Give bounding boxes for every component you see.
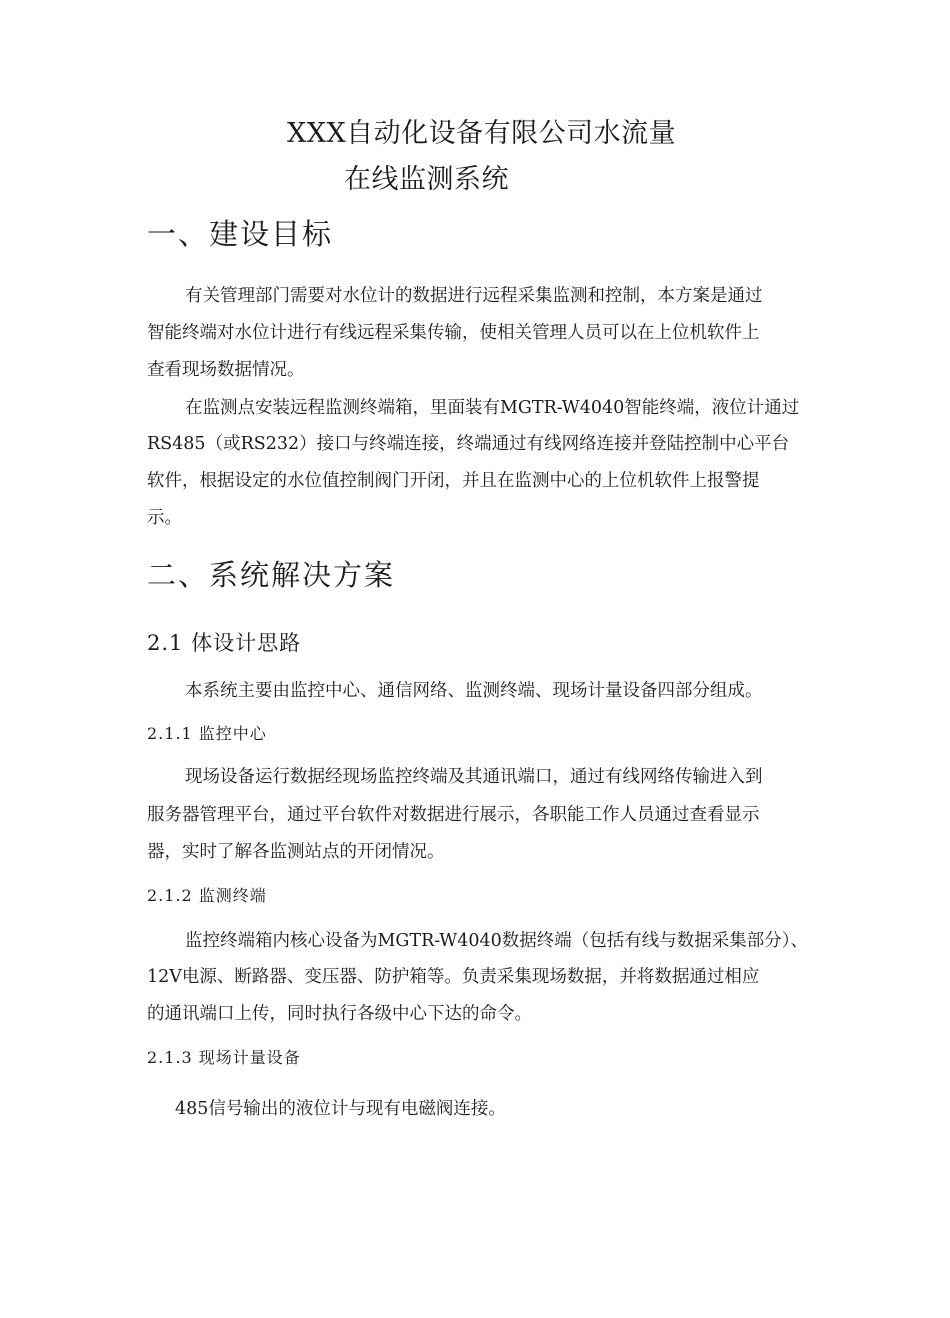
paragraph-line: 本系统主要由监控中心、通信网络、监测终端、现场计量设备四部分组成。 <box>185 681 763 701</box>
paragraph-line: 的通讯端口上传，同时执行各级中心下达的命令。 <box>147 1004 532 1024</box>
paragraph-line: 12V电源、断路器、变压器、防护箱等。负责采集现场数据，并将数据通过相应 <box>147 967 760 987</box>
paragraph-line: 查看现场数据情况。 <box>147 360 305 380</box>
paragraph-line: RS485（或RS232）接口与终端连接，终端通过有线网络连接并登陆控制中心平台 <box>147 434 790 454</box>
paragraph-line: 有关管理部门需要对水位计的数据进行远程采集监测和控制，本方案是通过 <box>185 286 763 306</box>
paragraph-line: 485信号输出的液位计与现有电磁阀连接。 <box>175 1099 506 1119</box>
paragraph-line: 监控终端箱内核心设备为MGTR-W4040数据终端（包括有线与数据采集部分）、 <box>185 931 808 951</box>
paragraph-line: 在监测点安装远程监测终端箱，里面装有MGTR-W4040智能终端，液位计通过 <box>185 398 800 418</box>
paragraph-line: 服务器管理平台，通过平台软件对数据进行展示，各职能工作人员通过查看显示 <box>147 805 760 825</box>
document-title-line-2: 在线监测系统 <box>344 164 509 195</box>
subsection-heading-2-1-3: 2.1.3 现场计量设备 <box>147 1048 301 1067</box>
subsection-heading-2-1: 2.1 体设计思路 <box>147 631 302 655</box>
paragraph-line: 器，实时了解各监测站点的开闭情况。 <box>147 842 445 862</box>
paragraph-line: 软件，根据设定的水位值控制阀门开闭，并且在监测中心的上位机软件上报警提 <box>147 471 760 491</box>
paragraph-line: 智能终端对水位计进行有线远程采集传输，使相关管理人员可以在上位机软件上 <box>147 323 760 343</box>
section-heading-goals: 一、建设目标 <box>147 217 334 251</box>
section-heading-solution: 二、系统解决方案 <box>147 558 396 592</box>
document-title-line-1: XXX自动化设备有限公司水流量 <box>287 118 677 149</box>
subsection-heading-2-1-1: 2.1.1 监控中心 <box>147 724 267 743</box>
paragraph-line: 现场设备运行数据经现场监控终端及其通讯端口，通过有线网络传输进入到 <box>185 767 763 787</box>
subsection-heading-2-1-2: 2.1.2 监测终端 <box>147 886 267 905</box>
paragraph-line: 示。 <box>147 508 182 528</box>
